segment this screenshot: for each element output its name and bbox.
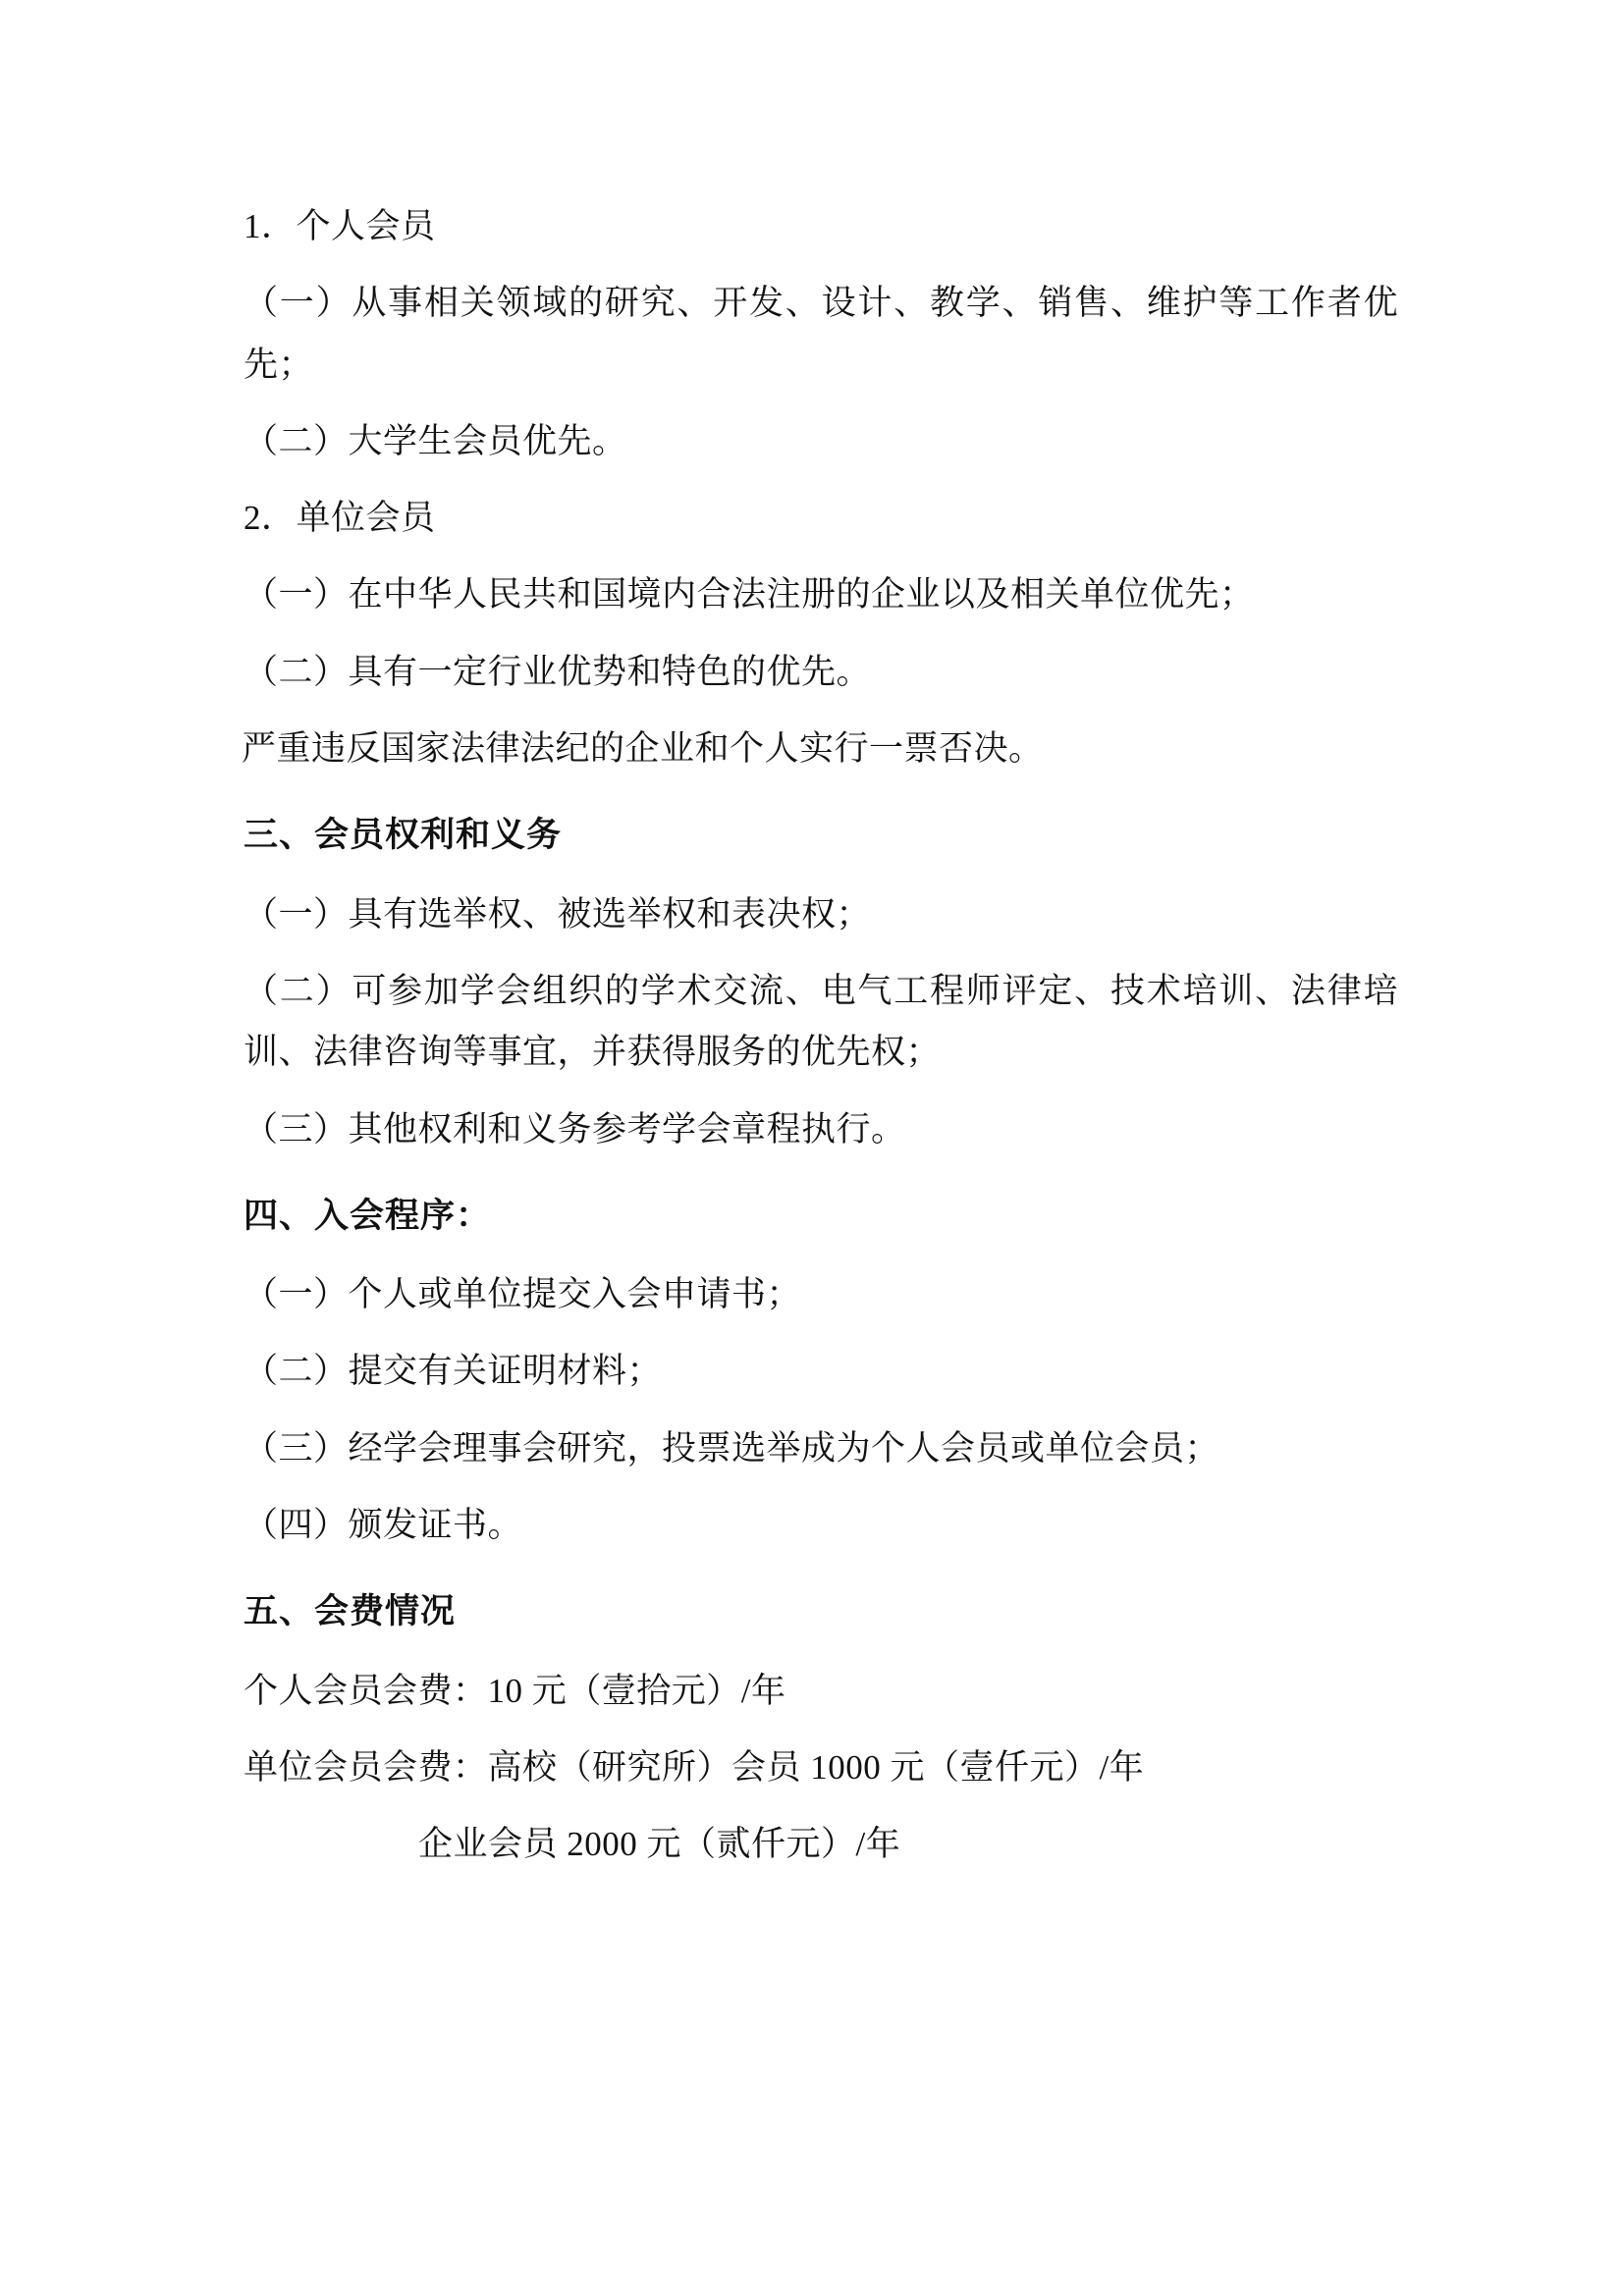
heading-rights-duties: 三、会员权利和义务 [244, 816, 563, 855]
section-2-number: 2． [244, 499, 297, 538]
procedure-item-4: （四）颁发证书。 [244, 1506, 523, 1545]
document-body [244, 196, 1398, 1876]
procedure-item-1: （一）个人或单位提交入会申请书； [244, 1275, 802, 1314]
heading-join-procedure: 四、入会程序： [244, 1196, 492, 1235]
fee-line-unit: 单位会员会费：高校（研究所）会员 1000 元（壹仟元）/年 [244, 1747, 1145, 1787]
rights-item-1: （一）具有选举权、被选举权和表决权； [244, 894, 872, 934]
section-1-item-2: （二）大学生会员优先。 [244, 421, 627, 460]
fee-line-individual: 个人会员会费：10 元（壹拾元）/年 [244, 1671, 786, 1710]
section-1-number: 1． [244, 207, 297, 245]
section-1-item-1: （一）从事相关领域的研究、开发、设计、教学、销售、维护等工作者优先； [244, 284, 1398, 384]
rights-item-2: （二）可参加学会组织的学术交流、电气工程师评定、技术培训、法律培训、法律咨询等事宜，并获得服务的优先权； [244, 971, 1398, 1072]
section-1-label: 个人会员 [296, 207, 436, 245]
section-2-title [244, 488, 1398, 549]
section-2-item-2: （二）具有一定行业优势和特色的优先。 [244, 652, 872, 691]
section-1-title [244, 196, 1398, 257]
section-2-label: 单位会员 [296, 499, 436, 538]
veto-note: 严重违反国家法律法纪的企业和个人实行一票否决。 [242, 729, 1044, 769]
rights-item-3: （三）其他权利和义务参考学会章程执行。 [244, 1109, 906, 1148]
procedure-item-2: （二）提交有关证明材料； [244, 1352, 663, 1391]
heading-fees: 五、会费情况 [244, 1592, 457, 1631]
procedure-item-3: （三）经学会理事会研究，投票选举成为个人会员或单位会员； [244, 1428, 1220, 1468]
section-2-item-1: （一）在中华人民共和国境内合法注册的企业以及相关单位优先； [244, 575, 1255, 614]
fee-line-enterprise: 企业会员 2000 元（贰仟元）/年 [418, 1825, 901, 1864]
